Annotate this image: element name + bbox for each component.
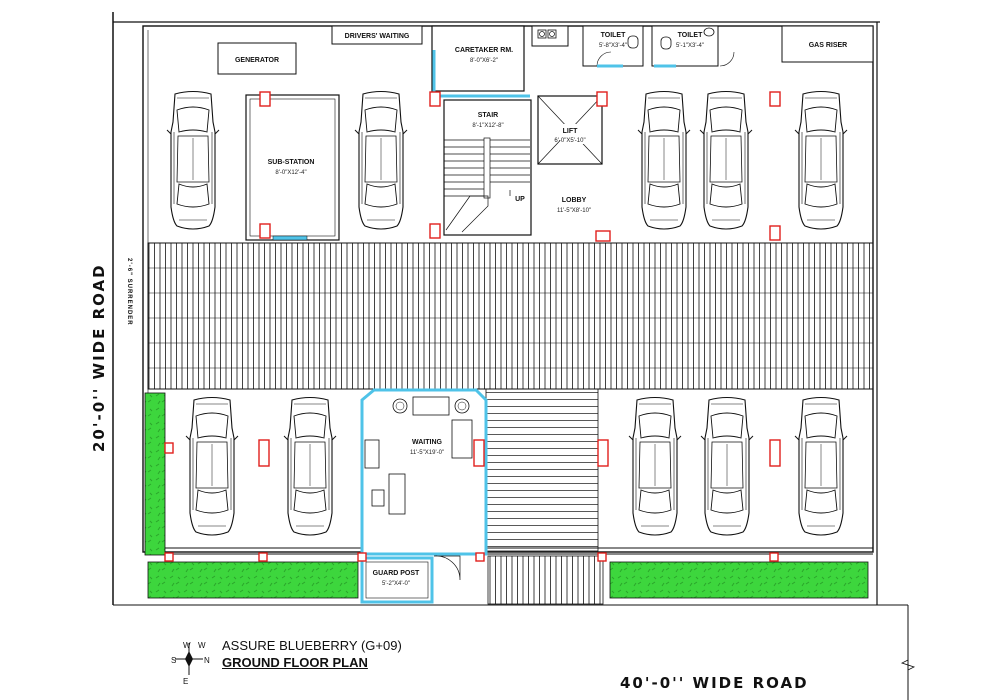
parking-car — [701, 398, 753, 536]
compass-icon — [171, 641, 210, 686]
compass-s: S — [171, 656, 177, 665]
plan-title: GROUND FLOOR PLAN — [222, 655, 368, 670]
parking-car — [795, 398, 847, 536]
stair-label: STAIR — [477, 112, 499, 119]
compass-w: W — [183, 641, 191, 650]
toilet-2-label: TOILET — [677, 32, 703, 39]
generator-room — [218, 43, 296, 74]
toilet-2 — [652, 26, 734, 66]
compass-e: E — [183, 677, 189, 686]
compass-n-top: W — [198, 641, 206, 650]
caretaker-room — [432, 26, 524, 92]
lift — [538, 96, 602, 164]
toilet-2-dim: 5'-1"X3'-4" — [676, 43, 704, 49]
sub-station-dim: 8'-0"X12'-4" — [275, 170, 307, 176]
waiting-label: WAITING — [412, 439, 442, 446]
parking-car — [700, 92, 752, 230]
toilet-1-dim: 5'-8"X3'-4" — [599, 43, 627, 49]
lobby-dim: 11'-5"X8'-10" — [556, 208, 592, 214]
toilet-1 — [583, 26, 643, 66]
generator-label: GENERATOR — [234, 57, 280, 64]
caretaker-dim: 8'-0"X6'-2" — [470, 58, 498, 64]
parking-car — [355, 92, 407, 230]
kitchenette — [532, 26, 568, 46]
parking-car — [167, 92, 219, 230]
gas-riser-label: GAS RISER — [808, 42, 848, 49]
stair-dim: 8'-1"X12'-8" — [472, 123, 504, 129]
gas-riser — [782, 26, 873, 62]
sub-station-label: SUB-STATION — [267, 159, 315, 166]
driveway — [148, 243, 873, 604]
toilet-1-label: TOILET — [600, 32, 626, 39]
left-road-label: 20'-0'' WIDE ROAD — [90, 263, 108, 452]
lift-dim: 6'-0"X5'-10" — [554, 138, 586, 144]
caretaker-label: CARETAKER RM. — [454, 47, 514, 54]
guard-post — [362, 556, 460, 602]
parking-car — [795, 92, 847, 230]
lobby — [557, 197, 591, 214]
guard-post-dim: 5'-2"X4'-0" — [382, 581, 410, 587]
parking-car — [284, 398, 336, 536]
surrender-label: 2'-6" SURRENDER — [126, 258, 132, 326]
stair-up-label: UP — [515, 196, 525, 203]
lobby-label: LOBBY — [561, 197, 587, 204]
drivers-waiting-label: DRIVERS' WAITING — [344, 33, 410, 40]
sub-station — [246, 95, 339, 240]
guard-post-label: GUARD POST — [372, 570, 420, 577]
drivers-waiting-room — [332, 26, 422, 44]
compass-n: N — [204, 656, 210, 665]
waiting-room — [362, 390, 486, 554]
parking-car — [638, 92, 690, 230]
project-title: ASSURE BLUEBERRY (G+09) — [222, 638, 402, 653]
parking-car — [629, 398, 681, 536]
waiting-dim: 11'-5"X19'-0" — [409, 450, 445, 456]
stair — [440, 96, 531, 235]
lift-label: LIFT — [562, 128, 578, 135]
parking-car — [186, 398, 238, 536]
bottom-road-label: 40'-0'' WIDE ROAD — [620, 674, 809, 692]
